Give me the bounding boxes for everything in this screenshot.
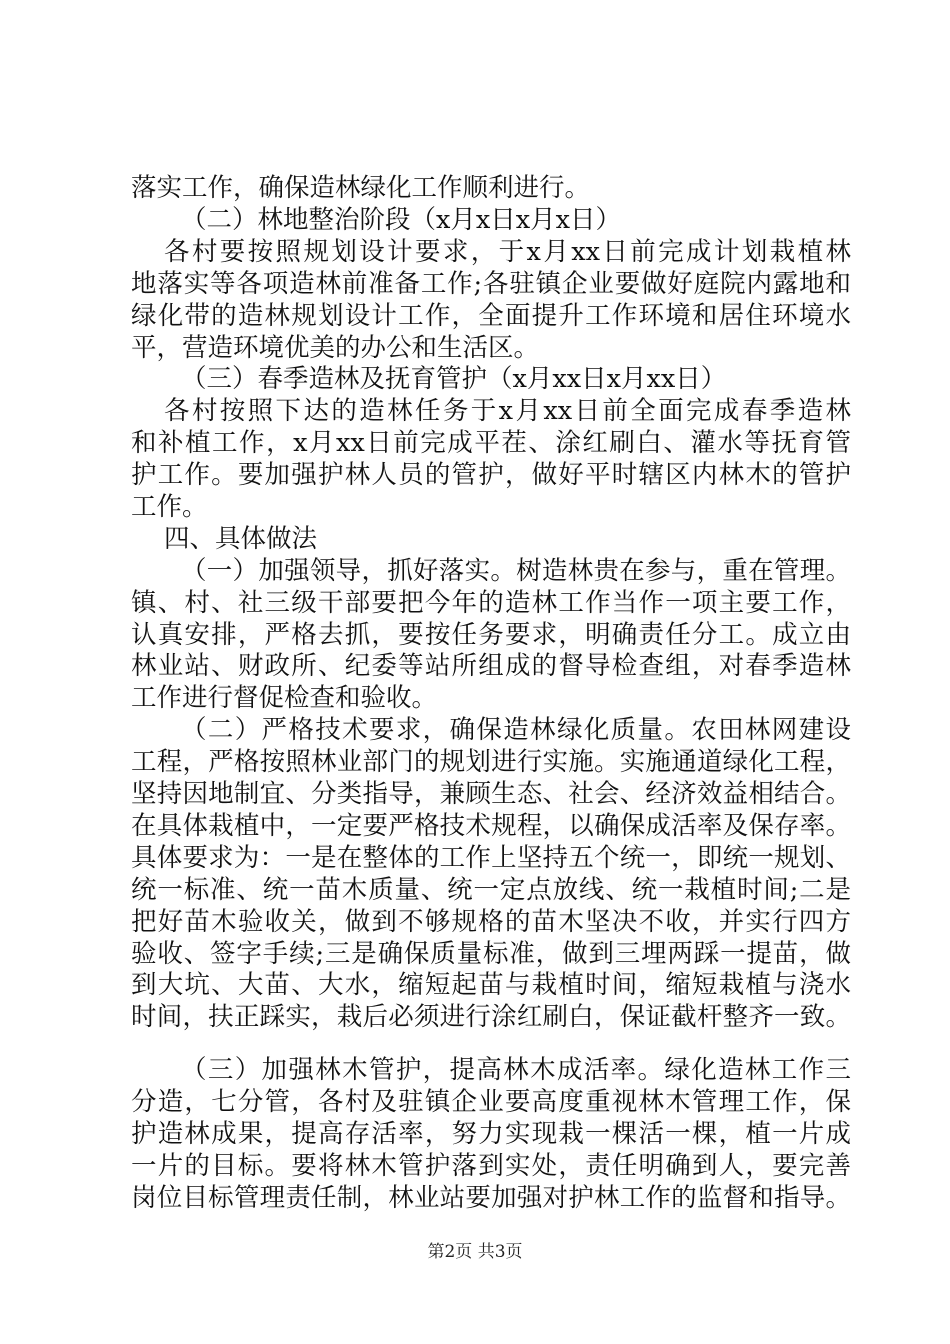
- section-heading: 四、具体做法: [164, 523, 318, 554]
- text-line: 验收、签字手续;三是确保质量标准，做到三埋两踩一提苗，做: [131, 938, 851, 969]
- text-line: 具体要求为：一是在整体的工作上坚持五个统一，即统一规划、: [131, 842, 851, 873]
- text-line: 护造林成果，提高存活率，努力实现栽一棵活一棵，植一片成: [131, 1119, 851, 1150]
- section-heading: （三）春季造林及抚育管护（x月xx日x月xx日）: [181, 364, 727, 395]
- text-line: （二）严格技术要求，确保造林绿化质量。农田林网建设: [181, 715, 851, 746]
- page-number-footer: 第2页 共3页: [427, 1242, 523, 1262]
- text-line: 认真安排，严格去抓，要按任务要求，明确责任分工。成立由: [131, 619, 851, 650]
- text-line: 分造，七分管，各村及驻镇企业要高度重视林木管理工作，保: [131, 1087, 851, 1118]
- text-line: 落实工作，确保造林绿化工作顺利进行。: [131, 173, 591, 203]
- text-line: 各村按照下达的造林任务于x月xx日前全面完成春季造林: [164, 396, 851, 427]
- text-line: 工程，严格按照林业部门的规划进行实施。实施通道绿化工程，: [131, 747, 851, 778]
- text-line: 到大坑、大苗、大水，缩短起苗与栽植时间，缩短栽植与浇水: [131, 970, 851, 1001]
- text-line: 地落实等各项造林前准备工作;各驻镇企业要做好庭院内露地和: [131, 268, 851, 299]
- text-line: 统一标准、统一苗木质量、统一定点放线、统一栽植时间;二是: [131, 874, 851, 905]
- text-line: 一片的目标。要将林木管护落到实处，责任明确到人，要完善: [131, 1151, 851, 1182]
- text-line: 工作进行督促检查和验收。: [131, 683, 438, 714]
- text-line: 工作。: [131, 491, 208, 522]
- text-line: 林业站、财政所、纪委等站所组成的督导检查组，对春季造林: [131, 651, 851, 682]
- text-line: （三）加强林木管护，提高林木成活率。绿化造林工作三: [181, 1055, 851, 1086]
- text-line: 绿化带的造林规划设计工作，全面提升工作环境和居住环境水: [131, 300, 851, 331]
- text-line: 镇、村、社三级干部要把今年的造林工作当作一项主要工作，: [131, 587, 851, 618]
- text-line: 各村要按照规划设计要求，于x月xx日前完成计划栽植林: [164, 236, 851, 267]
- text-line: 时间，扶正踩实，栽后必须进行涂红刷白，保证截杆整齐一致。: [131, 1002, 851, 1033]
- text-line: 岗位目标管理责任制，林业站要加强对护林工作的监督和指导。: [131, 1183, 851, 1213]
- text-line: 把好苗木验收关，做到不够规格的苗木坚决不收，并实行四方: [131, 906, 851, 937]
- text-line: 在具体栽植中，一定要严格技术规程，以确保成活率及保存率。: [131, 810, 851, 841]
- text-line: 护工作。要加强护林人员的管护，做好平时辖区内林木的管护: [131, 460, 851, 491]
- text-line: 和补植工作，x月xx日前完成平茬、涂红刷白、灌水等抚育管: [131, 428, 851, 459]
- text-line: 坚持因地制宜、分类指导，兼顾生态、社会、经济效益相结合。: [131, 779, 851, 809]
- text-line: 平，营造环境优美的办公和生活区。: [131, 332, 540, 363]
- text-line: （一）加强领导，抓好落实。树造林贵在参与，重在管理。: [181, 555, 851, 586]
- section-heading: （二）林地整治阶段（x月x日x月x日）: [181, 204, 622, 235]
